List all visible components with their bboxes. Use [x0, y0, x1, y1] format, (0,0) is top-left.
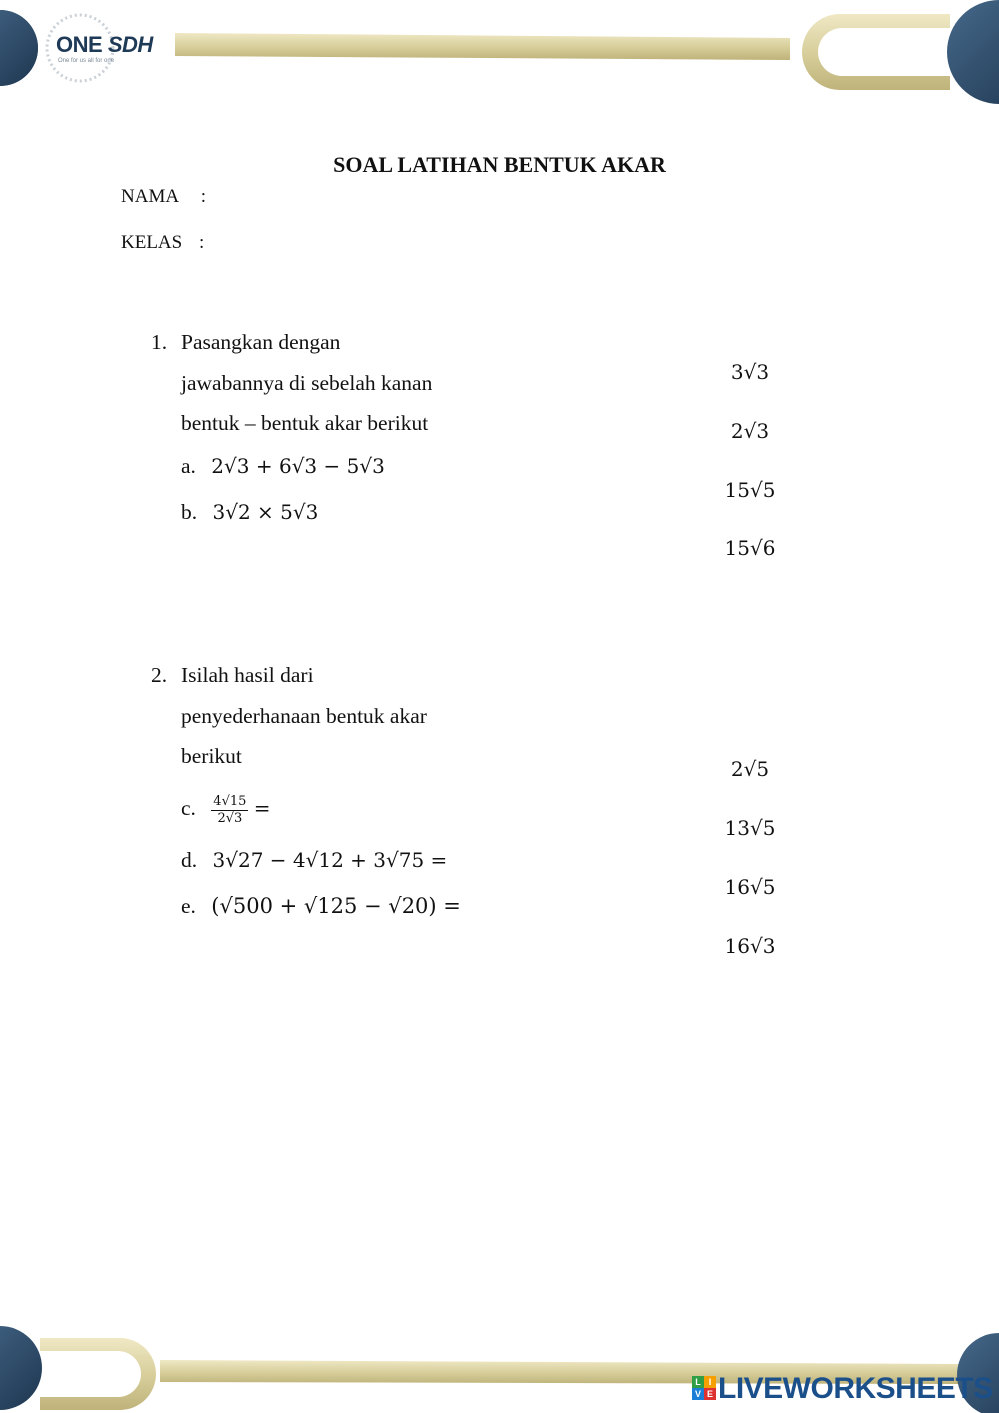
q2-item-e-letter: e.	[181, 894, 196, 918]
field-kelas	[121, 232, 204, 254]
q1-answer-option[interactable]: 3√3	[730, 360, 770, 384]
badge-letter: L	[692, 1376, 704, 1388]
q2-item-c	[181, 786, 271, 830]
q1-item-a-letter: a.	[181, 454, 196, 478]
q2-line: Isilah hasil dari	[181, 663, 314, 687]
q2-answer-option[interactable]: 2√5	[730, 757, 770, 781]
q1-item-b	[181, 492, 318, 533]
field-nama-label: NAMA	[121, 186, 179, 207]
q2-text	[181, 655, 427, 777]
q2-number: 2.	[151, 663, 168, 687]
q2-answer-option[interactable]: 13√5	[724, 816, 776, 840]
field-kelas-sep: :	[198, 232, 205, 253]
q1-answer-option[interactable]: 15√5	[724, 478, 776, 502]
q2-item-e-expr: (√500 + √125 − √20) =	[211, 894, 461, 918]
q1-line: jawabannya di sebelah kanan	[181, 370, 433, 395]
q1-item-b-expr: 3√2 × 5√3	[212, 500, 319, 524]
q1-line: Pasangkan dengan	[181, 330, 341, 354]
header-right-bracket	[802, 14, 950, 90]
fraction-denominator: 2√3	[217, 810, 243, 826]
badge-letter: V	[692, 1388, 704, 1400]
q2-item-e	[181, 886, 461, 927]
q2-item-d-expr: 3√27 − 4√12 + 3√75 =	[212, 848, 448, 872]
q2-item-c-letter: c.	[181, 796, 196, 820]
q2-item-d-letter: d.	[181, 848, 198, 872]
header-gold-band	[175, 33, 790, 60]
q1-number: 1.	[151, 330, 168, 354]
q1-text	[181, 322, 432, 444]
q1-item-a-expr: 2√3 + 6√3 − 5√3	[211, 454, 385, 478]
q2-line: penyederhanaan bentuk akar	[181, 703, 427, 728]
badge-letter: I	[704, 1376, 716, 1388]
q1-answer-option[interactable]: 15√6	[724, 536, 776, 560]
logo	[56, 32, 153, 58]
footer-left-circle	[0, 1326, 42, 1410]
q1-answer-option[interactable]: 2√3	[730, 419, 770, 443]
logo-one: ONE	[56, 32, 103, 57]
liveworksheets-logo: LIVEWORKSHEETS	[718, 1372, 993, 1405]
logo-sdh: SDH	[107, 32, 153, 57]
fraction-numerator: 4√15	[213, 793, 247, 809]
badge-letter: E	[704, 1388, 716, 1400]
q1-item-a	[181, 446, 385, 487]
q2-item-d	[181, 840, 447, 881]
header-right-circle	[947, 0, 999, 104]
field-nama	[121, 186, 206, 208]
q1-item-b-letter: b.	[181, 500, 198, 524]
q2-item-c-equals: =	[253, 796, 271, 820]
q2-answer-option[interactable]: 16√3	[724, 934, 776, 958]
logo-tagline: One for us all for one	[58, 58, 115, 64]
q2-item-c-fraction	[211, 794, 248, 827]
page-title: SOAL LATIHAN BENTUK AKAR	[333, 152, 666, 177]
footer-left-bracket	[40, 1338, 156, 1410]
field-kelas-label: KELAS	[121, 232, 183, 253]
q1-line: bentuk – bentuk akar berikut	[181, 411, 429, 435]
q2-line: berikut	[181, 744, 242, 768]
q2-answer-option[interactable]: 16√5	[724, 875, 776, 899]
field-nama-sep: :	[200, 186, 207, 207]
liveworksheets-badge	[692, 1376, 716, 1400]
